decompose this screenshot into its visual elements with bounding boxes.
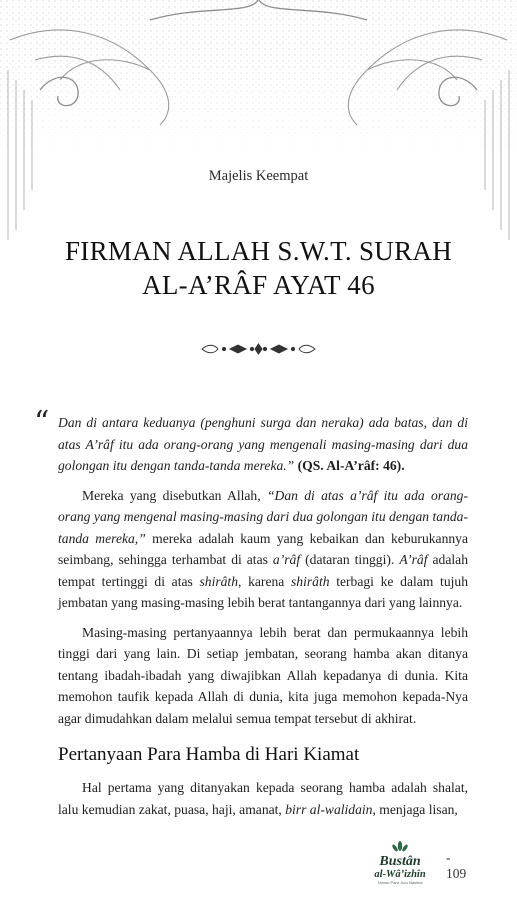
para1-term-araf-2: A’râf	[399, 552, 428, 567]
para1-term-araf: a’râf	[272, 552, 301, 567]
para3-text-a: Hal pertama yang ditanyakan kepada seorang hamba adalah shalat, lalu kemudian zakat, puasa, haji, amanat,	[58, 780, 468, 817]
publisher-logo	[356, 840, 444, 896]
flower-icon	[390, 840, 410, 854]
title-line-1: FIRMAN ALLAH S.W.T. SURAH	[64, 236, 453, 266]
quote-reference: (QS. Al-A’râf: 46).	[297, 458, 405, 473]
para1-quote: “Dan di atas a’râf itu ada orang-orang yang mengenal masing-masing dari dua golongan itu dengan tanda-tanda mereka,”	[58, 487, 468, 546]
quote-text: Dan di antara keduanya (penghuni surga dan neraka) ada batas, dan di atas A’râf itu ada orang-orang yang mengenali masing-masing dari dua golongan itu dengan tanda-tanda mereka.”	[58, 415, 468, 473]
para3-text-c: , menjaga lisan,	[372, 801, 458, 817]
para1-text-a: Mereka yang disebutkan Allah,	[82, 487, 267, 503]
paragraph-3	[58, 777, 468, 820]
logo-tagline: Taman Para Juru Nasihat	[377, 880, 423, 885]
para1-text-e: (dataran tinggi).	[300, 552, 400, 567]
page-number-value: 109	[446, 866, 467, 881]
page-number	[446, 850, 474, 882]
header-ornament	[0, 0, 517, 240]
para1-term-shirath: shirâth	[199, 573, 239, 589]
logo-wordmark: Bustân	[379, 854, 421, 869]
para1-term-shirath-2: shirâth	[291, 573, 330, 589]
page-number-prefix: -	[446, 850, 451, 865]
title-line-2: AL-A’RÂF AYAT 46	[142, 270, 375, 300]
paragraph-2: Masing-masing pertanyaannya lebih berat dan permukaannya lebih tinggi dari yang lain. Di setiap jembatan, seorang hamba akan ditanya tentang ibadah-ibadah yang diwajibkan Allah kepadanya di dunia. Kita memohon taufik kepada Allah di dunia, kita juga memohon kepada-Nya agar dimudahkan dalam melalui semua tempat tersebut di akhirat.	[58, 624, 468, 726]
body-text	[34, 405, 469, 828]
paragraph-1	[58, 485, 468, 614]
page-footer	[354, 840, 474, 896]
chapter-label: Majelis Keempat	[208, 168, 309, 184]
para1-text-g: adalah tempat tertinggi di atas	[58, 552, 468, 589]
open-quote-mark: “	[34, 405, 50, 440]
ornamental-divider	[200, 342, 317, 356]
para1-text-i: , karena	[238, 573, 291, 589]
para3-term-birr: birr al-walidain	[285, 801, 373, 817]
logo-subtitle: al-Wâ’izhîn	[374, 869, 426, 880]
page-title	[0, 234, 517, 302]
para1-text-c: mereka adalah kaum yang kebaikan dan keburukannya seimbang, sehingga terhambat di atas	[58, 530, 469, 567]
quran-quote	[34, 405, 468, 477]
section-heading: Pertanyaan Para Hamba di Hari Kiamat	[58, 744, 360, 765]
para1-text-k: terbagi ke dalam tujuh jembatan yang masing-masing lebih berat tantangannya dari yang lainnya.	[58, 573, 468, 610]
